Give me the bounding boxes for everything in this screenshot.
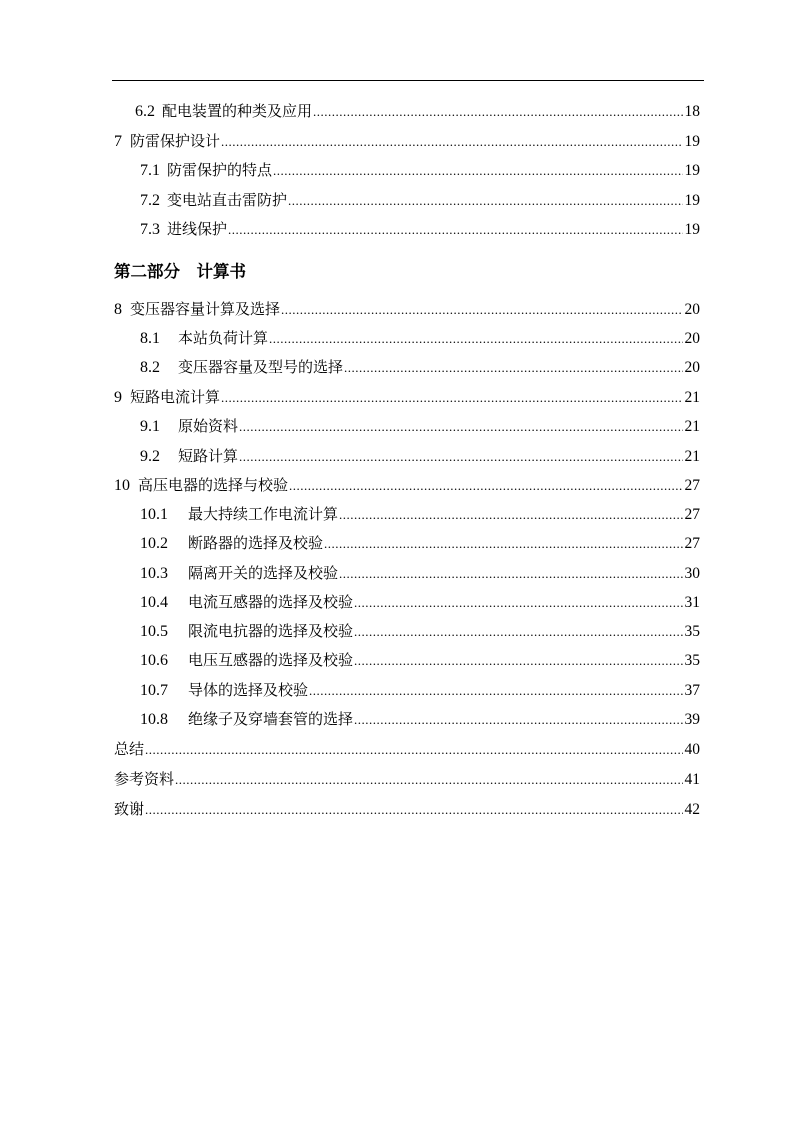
toc-dot-leader	[145, 800, 682, 820]
toc-dot-leader	[354, 622, 682, 642]
toc-entry-page: 19	[684, 133, 700, 150]
toc-dot-leader	[228, 220, 682, 240]
toc-dot-leader	[324, 534, 682, 554]
toc-dot-leader	[344, 358, 682, 378]
toc-entry-title: 总结	[114, 740, 145, 758]
toc-entry-number: 10.1	[140, 506, 168, 523]
toc-entry-number: 9.1	[140, 418, 160, 435]
toc-entry[interactable]	[140, 446, 700, 467]
toc-entry[interactable]	[140, 416, 700, 437]
toc-dot-leader	[221, 132, 682, 152]
toc-dot-leader	[175, 770, 682, 790]
toc-entry-number: 8.2	[140, 359, 160, 376]
toc-entry-page: 39	[684, 711, 700, 728]
toc-entry[interactable]	[114, 769, 700, 790]
toc-entry-page: 19	[684, 162, 700, 179]
part-two-heading: 第二部分 计算书	[114, 262, 246, 281]
toc-entry-title: 变电站直击雷防护	[167, 191, 288, 209]
toc-entry-title: 原始资料	[178, 417, 239, 435]
toc-entry[interactable]	[140, 563, 700, 584]
toc-entry-number: 7.3	[140, 221, 160, 238]
toc-entry-number: 7	[114, 133, 122, 150]
toc-entry-page: 20	[684, 359, 700, 376]
toc-entry-title: 限流电抗器的选择及校验	[188, 622, 354, 640]
toc-dot-leader	[354, 710, 682, 730]
toc-dot-leader	[273, 161, 682, 181]
header-rule	[112, 80, 704, 81]
toc-entry-title: 参考资料	[114, 770, 175, 788]
toc-entry-page: 30	[684, 565, 700, 582]
toc-entry[interactable]	[140, 709, 700, 730]
toc-entry-page: 19	[684, 192, 700, 209]
toc-entry[interactable]	[140, 504, 700, 525]
toc-entry-page: 20	[684, 301, 700, 318]
toc-entry-title: 配电装置的种类及应用	[162, 102, 313, 120]
toc-entry-number: 8	[114, 301, 122, 318]
toc-entry-title: 防雷保护设计	[130, 132, 221, 150]
toc-entry-title: 防雷保护的特点	[167, 161, 273, 179]
toc-entry-title: 最大持续工作电流计算	[188, 505, 339, 523]
toc-entry-title: 电压互感器的选择及校验	[188, 651, 354, 669]
toc-entry[interactable]	[140, 592, 700, 613]
toc-entry-number: 10.2	[140, 535, 168, 552]
toc-dot-leader	[354, 651, 682, 671]
toc-dot-leader	[145, 740, 682, 760]
toc-entry[interactable]	[140, 357, 700, 378]
toc-dot-leader	[339, 564, 682, 584]
toc-entry-number: 9	[114, 389, 122, 406]
toc-entry-page: 21	[684, 418, 700, 435]
toc-entry-page: 21	[684, 389, 700, 406]
toc-entry-number: 10.7	[140, 682, 168, 699]
toc-entry-number: 10.5	[140, 623, 168, 640]
toc-entry-number: 7.2	[140, 192, 160, 209]
toc-entry[interactable]	[140, 650, 700, 671]
toc-entry-page: 41	[684, 771, 700, 788]
toc-entry-number: 10.3	[140, 565, 168, 582]
toc-entry[interactable]	[135, 101, 700, 122]
toc-dot-leader	[309, 681, 682, 701]
toc-entry-page: 27	[684, 506, 700, 523]
toc-entry-number: 6.2	[135, 103, 155, 120]
toc-entry-page: 35	[684, 623, 700, 640]
toc-entry[interactable]	[114, 739, 700, 760]
toc-entry[interactable]	[114, 131, 700, 152]
toc-entry-page: 18	[684, 103, 700, 120]
toc-entry-number: 10.6	[140, 652, 168, 669]
toc-entry-title: 本站负荷计算	[178, 329, 269, 347]
toc-dot-leader	[269, 329, 682, 349]
toc-dot-leader	[289, 476, 682, 496]
toc-entry[interactable]	[114, 475, 700, 496]
toc-dot-leader	[313, 102, 682, 122]
toc-entry-title: 变压器容量计算及选择	[130, 300, 281, 318]
toc-entry[interactable]	[114, 299, 700, 320]
toc-entry-title: 进线保护	[167, 220, 228, 238]
toc-entry-page: 27	[684, 535, 700, 552]
toc-entry-title: 电流互感器的选择及校验	[188, 593, 354, 611]
toc-entry-page: 21	[684, 448, 700, 465]
toc-entry-title: 导体的选择及校验	[188, 681, 309, 699]
toc-dot-leader	[339, 505, 682, 525]
toc-entry-title: 隔离开关的选择及校验	[188, 564, 339, 582]
toc-entry[interactable]	[140, 533, 700, 554]
toc-entry-number: 9.2	[140, 448, 160, 465]
toc-entry-number: 10.8	[140, 711, 168, 728]
toc-dot-leader	[281, 300, 682, 320]
toc-dot-leader	[354, 593, 682, 613]
toc-entry-page: 31	[684, 594, 700, 611]
toc-entry-title: 致谢	[114, 800, 145, 818]
toc-entry-number: 10.4	[140, 594, 168, 611]
toc-entry[interactable]	[140, 219, 700, 240]
toc-entry-title: 高压电器的选择与校验	[138, 476, 289, 494]
toc-dot-leader	[239, 417, 682, 437]
toc-dot-leader	[221, 388, 682, 408]
toc-entry-page: 35	[684, 652, 700, 669]
toc-entry-title: 变压器容量及型号的选择	[178, 358, 344, 376]
toc-entry-page: 37	[684, 682, 700, 699]
toc-entry[interactable]	[140, 621, 700, 642]
toc-entry-number: 10	[114, 477, 130, 494]
toc-entry[interactable]	[140, 160, 700, 181]
toc-entry-page: 19	[684, 221, 700, 238]
toc-entry[interactable]	[114, 387, 700, 408]
toc-entry-number: 8.1	[140, 330, 160, 347]
toc-entry-page: 27	[684, 477, 700, 494]
toc-dot-leader	[239, 447, 682, 467]
toc-entry-title: 短路计算	[178, 447, 239, 465]
toc-dot-leader	[288, 191, 682, 211]
toc-entry-title: 绝缘子及穿墙套管的选择	[188, 710, 354, 728]
toc-entry[interactable]	[114, 799, 700, 820]
toc-entry[interactable]	[140, 328, 700, 349]
toc-entry[interactable]	[140, 680, 700, 701]
toc-entry-number: 7.1	[140, 162, 160, 179]
toc-entry[interactable]	[140, 190, 700, 211]
toc-entry-page: 20	[684, 330, 700, 347]
toc-entry-page: 40	[684, 741, 700, 758]
toc-entry-title: 短路电流计算	[130, 388, 221, 406]
toc-entry-page: 42	[684, 801, 700, 818]
toc-entry-title: 断路器的选择及校验	[188, 534, 324, 552]
